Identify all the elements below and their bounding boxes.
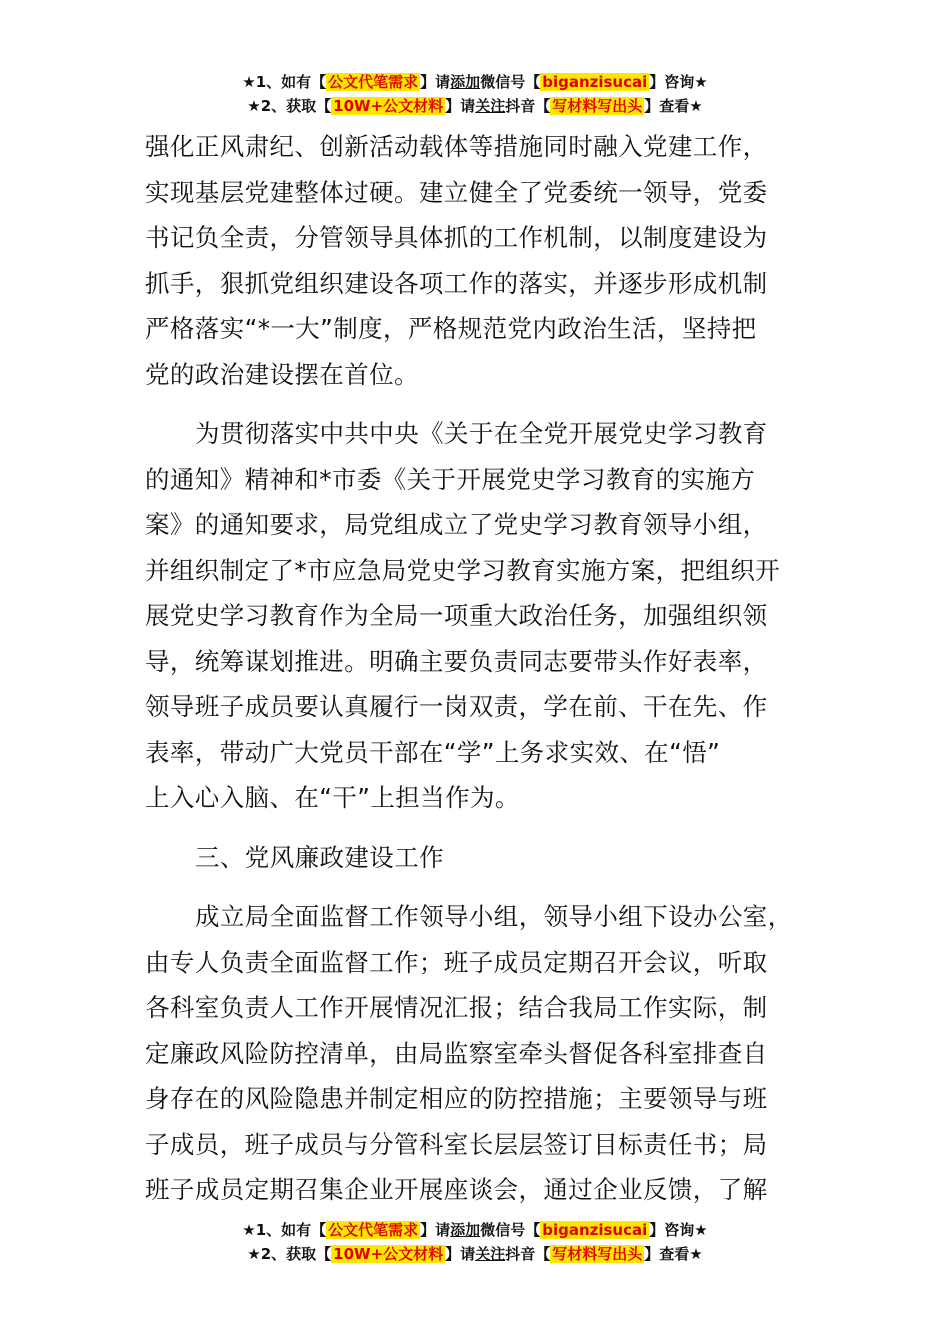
star-icon: ★ (247, 1245, 261, 1263)
highlight-materials: 10W+公文材料 (333, 1245, 444, 1263)
text-line: 导，统筹谋划推进。明确主要负责同志要带头作好表率， (145, 646, 768, 676)
text-line: 案》的通知要求，局党组成立了党史学习教育领导小组， (145, 510, 768, 539)
text-line: 班子成员定期召集企业开展座谈会，通过企业反馈，了解 (145, 1175, 768, 1204)
text-line: 的通知》精神和*市委《关于开展党史学习教育的实施方 (145, 464, 756, 494)
banner-text: 微信号【 (480, 73, 541, 91)
text-line: 身存在的风险隐患并制定相应的防控措施；主要领导与班 (145, 1084, 768, 1113)
banner-text: 2、获取【 (260, 1245, 332, 1263)
star-icon: ★ (689, 97, 703, 115)
banner-line-2 (0, 1242, 950, 1266)
banner-text: 抖音【 (505, 1245, 551, 1263)
footer-banner (0, 1218, 950, 1266)
star-icon: ★ (689, 1245, 703, 1263)
highlight-materials: 10W+公文材料 (333, 97, 444, 115)
highlight-wechat-id: biganzisucai (542, 1221, 648, 1239)
banner-line-1 (0, 1218, 950, 1242)
text-line: 上入心入脑、在“干”上担当作为。 (145, 783, 520, 812)
highlight-douyin: 写材料写出头 (552, 97, 643, 115)
text-line: 各科室负责人工作开展情况汇报；结合我局工作实际，制 (145, 993, 768, 1022)
banner-text: 2、获取【 (260, 97, 332, 115)
banner-text: 】咨询 (649, 73, 695, 91)
text-line: 领导班子成员要认真履行一岗双责，学在前、干在先、作 (145, 692, 768, 721)
text-line: 为贯彻落实中共中央《关于在全党开展党史学习教育 (195, 419, 768, 448)
banner-text: 】咨询 (649, 1221, 695, 1239)
paragraph-1 (145, 124, 815, 397)
star-icon: ★ (242, 73, 256, 91)
star-icon: ★ (694, 1221, 708, 1239)
text-line: 子成员，班子成员与分管科室长层层签订目标责任书；局 (145, 1129, 768, 1159)
highlight-wechat-id: biganzisucai (542, 73, 648, 91)
highlight-service: 公文代笔需求 (328, 1221, 419, 1239)
banner-line-2 (0, 94, 950, 118)
banner-text-underlined: 关注 (475, 1245, 506, 1263)
text-line: 定廉政风险防控清单，由局监察室牵头督促各科室排查自 (145, 1038, 768, 1068)
text-line: 抓手，狠抓党组织建设各项工作的落实，并逐步形成机制 (145, 268, 768, 298)
banner-text: 抖音【 (505, 97, 551, 115)
section-heading: 三、党风廉政建设工作 (195, 842, 444, 872)
star-icon: ★ (242, 1221, 256, 1239)
document-body (145, 124, 815, 1213)
text-line: 展党史学习教育作为全局一项重大政治任务，加强组织领 (145, 601, 768, 630)
text-line: 表率，带动广大党员干部在“学”上务求实效、在“悟” (145, 737, 721, 767)
text-line: 严格落实“*一大”制度，严格规范党内政治生活，坚持把 (145, 314, 757, 343)
banner-text-underlined: 添加 (450, 73, 481, 91)
highlight-service: 公文代笔需求 (328, 73, 419, 91)
paragraph-2 (145, 411, 815, 821)
text-line: 由专人负责全面监督工作；班子成员定期召开会议，听取 (145, 947, 768, 977)
banner-text-underlined: 关注 (475, 97, 506, 115)
star-icon: ★ (694, 73, 708, 91)
paragraph-3 (145, 894, 815, 1213)
text-line: 强化正风肃纪、创新活动载体等措施同时融入党建工作， (145, 132, 768, 161)
banner-text: 】查看 (644, 1245, 690, 1263)
banner-line-1 (0, 70, 950, 94)
banner-text: 】请 (445, 97, 476, 115)
highlight-douyin: 写材料写出头 (552, 1245, 643, 1263)
text-line: 成立局全面监督工作领导小组，领导小组下设办公室， (195, 902, 793, 931)
banner-text-underlined: 添加 (450, 1221, 481, 1239)
banner-text: 】请 (445, 1245, 476, 1263)
banner-text: 1、如有【 (255, 73, 327, 91)
banner-text: 】请 (420, 1221, 451, 1239)
star-icon: ★ (247, 97, 261, 115)
banner-text: 微信号【 (480, 1221, 541, 1239)
banner-text: 1、如有【 (255, 1221, 327, 1239)
text-line: 实现基层党建整体过硬。建立健全了党委统一领导，党委 (145, 177, 768, 207)
text-line: 党的政治建设摆在首位。 (145, 359, 419, 389)
text-line: 并组织制定了*市应急局党史学习教育实施方案，把组织开 (145, 555, 781, 585)
header-banner (0, 70, 950, 118)
banner-text: 】查看 (644, 97, 690, 115)
text-line: 书记负全责，分管领导具体抓的工作机制，以制度建设为 (145, 223, 768, 252)
banner-text: 】请 (420, 73, 451, 91)
